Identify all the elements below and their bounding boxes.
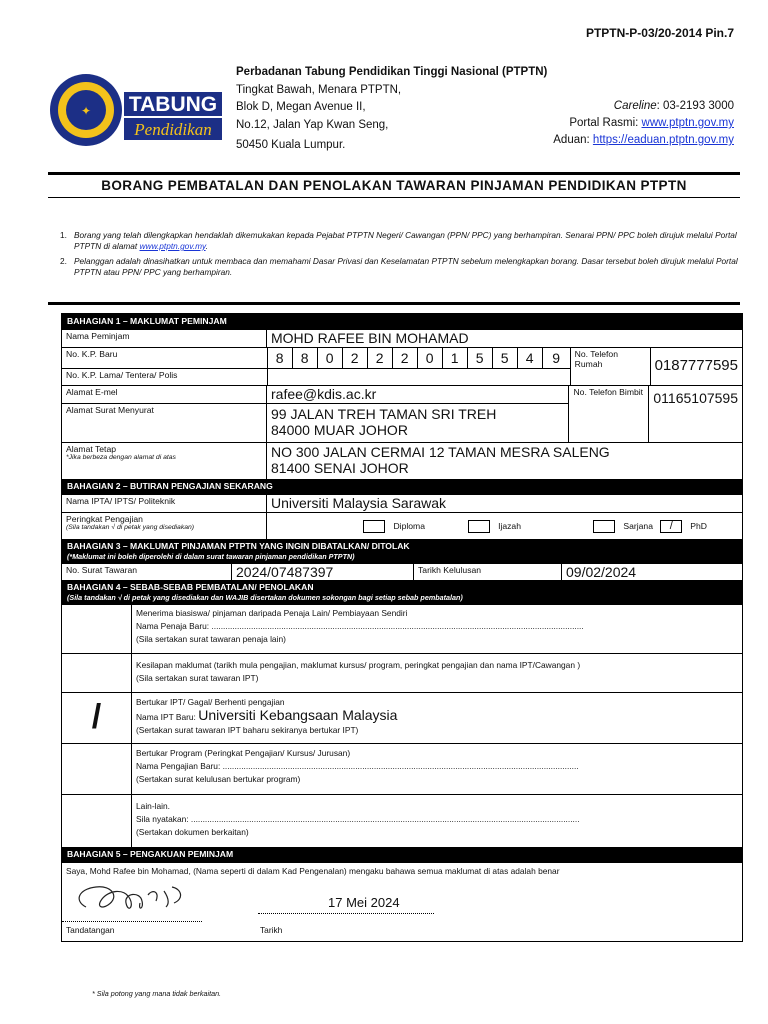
ic-digit: 2 — [343, 348, 368, 368]
form-reference-number: PTPTN-P-03/20-2014 Pin.7 — [585, 26, 734, 40]
ic-digit: 0 — [418, 348, 443, 368]
section-4-header — [62, 580, 742, 604]
loan-cancellation-form — [61, 313, 743, 942]
study-level-note: (Sila tandakan √ di petak yang disediakan) — [66, 524, 195, 531]
offer-letter-value[interactable]: 2024/07487397 — [232, 564, 414, 580]
reason-4-field: Nama Pengajian Baru: ......................................................................................................................................................... — [136, 761, 579, 771]
form-title: BORANG PEMBATALAN DAN PENOLAKAN TAWARAN PINJAMAN PENDIDIKAN PTPTN — [101, 178, 687, 193]
option-label: Diploma — [393, 520, 425, 531]
ic-old-label: No. K.P. Lama/ Tentera/ Polis — [62, 368, 267, 384]
logo-text-tabung: TABUNG — [128, 93, 218, 116]
study-level-label — [62, 513, 267, 539]
mailing-address-line: 84000 MUAR JOHOR — [271, 422, 408, 438]
section-5-header: BAHAGIAN 5 – PENGAKUAN PEMINJAM — [62, 847, 742, 862]
reason-3-note: (Sertakan surat tawaran IPT baharu sekiranya bertukar IPT) — [136, 725, 359, 735]
reason-2-checkbox[interactable] — [62, 654, 132, 692]
checkbox-diploma[interactable] — [363, 520, 385, 533]
section-2-header: BAHAGIAN 2 – BUTIRAN PENGAJIAN SEKARANG — [62, 479, 742, 494]
organisation-name: Perbadanan Tabung Pendidikan Tinggi Nasional (PTPTN) — [236, 66, 548, 78]
divider — [48, 302, 740, 305]
date-label: Tarikh — [260, 925, 283, 935]
reason-3-field-value[interactable]: Universiti Kebangsaan Malaysia — [198, 709, 398, 723]
institution-value[interactable]: Universiti Malaysia Sarawak — [271, 495, 447, 511]
ic-digit: 1 — [443, 348, 468, 368]
borrower-name-label: Nama Peminjam — [62, 330, 267, 347]
checkbox-sarjana[interactable] — [593, 520, 615, 533]
declaration-block — [62, 862, 742, 941]
divider — [48, 172, 740, 175]
permanent-address-label — [62, 443, 267, 479]
home-phone-label: No. Telefon Rumah — [571, 348, 651, 385]
note-2-text: Pelanggan adalah dinasihatkan untuk membaca dan memahami Dasar Privasi dan Keselamatan PTPTN sebelum melengkapkan borang. Dasar tersebut boleh dirujuk melalui Portal PTPTN atau PPN/ PPC yang berhampiran. — [74, 256, 738, 277]
reason-4-note: (Sertakan surat kelulusan bertukar program) — [136, 774, 301, 784]
borrower-name-value[interactable]: MOHD RAFEE BIN MOHAMAD — [271, 330, 469, 346]
permanent-address-line: NO 300 JALAN CERMAI 12 TAMAN MESRA SALENG — [271, 444, 610, 460]
logo-text-pendidikan: Pendidikan — [134, 120, 212, 139]
mailing-address-line: 99 JALAN TREH TAMAN SRI TREH — [271, 406, 497, 422]
ic-new-label: No. K.P. Baru — [66, 349, 118, 359]
permanent-address-title: Alamat Tetap — [66, 444, 117, 454]
address-line: 50450 Kuala Lumpur. — [236, 139, 346, 151]
reason-row — [62, 604, 742, 653]
ptptn-logo — [48, 70, 224, 150]
section-4-subtitle: (Sila tandakan √ di petak yang disediakan dan WAJIB disertakan dokumen sokongan bagi setiap sebab pembatalan) — [67, 593, 463, 602]
note-1-link[interactable]: www.ptptn.gov.my — [139, 241, 206, 251]
careline-label: Careline — [613, 100, 657, 112]
reason-5-checkbox[interactable] — [62, 795, 132, 847]
ic-digit: 4 — [518, 348, 543, 368]
note-1-end: . — [205, 241, 208, 251]
email-value[interactable]: rafee@kdis.ac.kr — [267, 386, 569, 403]
section-3-title: BAHAGIAN 3 – MAKLUMAT PINJAMAN PTPTN YANG INGIN DIBATALKAN/ DITOLAK — [67, 541, 410, 551]
permanent-address-value[interactable] — [267, 443, 742, 479]
ic-digit: 5 — [468, 348, 493, 368]
contact-block — [553, 98, 734, 149]
reason-5-title: Lain-lain. — [136, 801, 170, 811]
address-line: Blok D, Megan Avenue II, — [236, 101, 366, 113]
reason-3-title: Bertukar IPT/ Gagal/ Berhenti pengajian — [136, 697, 285, 707]
option-phd[interactable] — [653, 520, 707, 533]
ic-new-digits[interactable] — [268, 348, 571, 368]
reason-4-title: Bertukar Program (Peringkat Pengajian/ Kursus/ Jurusan) — [136, 748, 351, 758]
option-diploma[interactable] — [267, 520, 425, 533]
note-number: 2. — [60, 256, 67, 266]
instructions — [60, 230, 740, 282]
reason-row — [62, 692, 742, 743]
footnote: * Sila potong yang mana tidak berkaitan. — [92, 989, 222, 998]
reason-5-field: Sila nyatakan: ....................................................................................................................................................................... — [136, 814, 580, 824]
section-1-header: BAHAGIAN 1 – MAKLUMAT PEMINJAM — [62, 314, 742, 329]
aduan-label: Aduan: — [553, 134, 593, 146]
approval-date-label: Tarikh Kelulusan — [414, 564, 562, 580]
portal-link[interactable]: www.ptptn.gov.my — [641, 117, 734, 129]
declaration-date-value[interactable]: 17 Mei 2024 — [328, 895, 400, 910]
reason-5-note: (Sertakan dokumen berkaitan) — [136, 827, 249, 837]
careline-value: : 03-2193 3000 — [656, 100, 734, 112]
section-4-title: BAHAGIAN 4 – SEBAB-SEBAB PEMBATALAN/ PENOLAKAN — [67, 582, 314, 592]
reason-1-checkbox[interactable] — [62, 605, 132, 653]
reason-row — [62, 743, 742, 794]
mobile-phone-value[interactable]: 01165107595 — [653, 390, 738, 406]
divider — [48, 197, 740, 198]
option-label: Ijazah — [498, 520, 521, 531]
reason-4-checkbox[interactable] — [62, 744, 132, 794]
option-label: PhD — [690, 520, 707, 531]
email-label: Alamat E-mel — [62, 386, 267, 403]
address-line: No.12, Jalan Yap Kwan Seng, — [236, 118, 389, 131]
ic-digit: 0 — [318, 348, 343, 368]
mailing-address-value[interactable] — [267, 404, 569, 442]
ic-digit: 8 — [268, 348, 293, 368]
reason-1-note: (Sila sertakan surat tawaran penaja lain) — [136, 634, 286, 644]
declaration-text: Saya, Mohd Rafee bin Mohamad, (Nama seperti di dalam Kad Pengenalan) mengaku bahawa semua maklumat di atas adalah benar — [66, 866, 560, 876]
aduan-link[interactable]: https://eaduan.ptptn.gov.my — [592, 134, 734, 146]
reason-2-title: Kesilapan maklumat (tarikh mula pengajian, maklumat kursus/ program, peringkat pengajian dan nama IPT/Cawangan ) — [136, 660, 581, 670]
ic-old-value[interactable] — [268, 368, 571, 385]
portal-label: Portal Rasmi: — [569, 117, 642, 129]
reason-3-checkbox[interactable]: / — [62, 693, 132, 743]
reason-2-note: (Sila sertakan surat tawaran IPT) — [136, 673, 259, 683]
institution-label: Nama IPTA/ IPTS/ Politeknik — [62, 495, 267, 512]
signature — [68, 877, 208, 919]
signature-label: Tandatangan — [66, 925, 115, 935]
option-ijazah[interactable] — [425, 520, 521, 533]
mobile-phone-label: No. Telefon Bimbit — [569, 386, 649, 442]
svg-text:✦: ✦ — [80, 104, 92, 118]
reason-1-title: Menerima biasiswa/ pinjaman daripada Penaja Lain/ Pembiayaan Sendiri — [136, 608, 408, 618]
ic-digit: 2 — [393, 348, 418, 368]
home-phone-value[interactable]: 0187777595 — [654, 357, 738, 374]
option-sarjana[interactable] — [521, 520, 653, 533]
checkbox-ijazah[interactable] — [468, 520, 490, 533]
option-label: Sarjana — [623, 520, 653, 531]
reason-1-field: Nama Penaja Baru: ................................................................................................................................................................ — [136, 621, 584, 631]
address-line: Tingkat Bawah, Menara PTPTN, — [236, 83, 402, 96]
section-3-subtitle: (*Maklumat ini boleh diperolehi di dalam surat tawaran pinjaman pendidikan PTPTN) — [67, 552, 355, 561]
permanent-address-line: 81400 SENAI JOHOR — [271, 460, 409, 476]
note-number: 1. — [60, 230, 67, 240]
reason-row — [62, 653, 742, 692]
study-level-title: Peringkat Pengajian — [66, 514, 143, 524]
offer-letter-label: No. Surat Tawaran — [62, 564, 232, 580]
ic-digit: 2 — [368, 348, 393, 368]
ic-digit: 5 — [493, 348, 518, 368]
mailing-address-label: Alamat Surat Menyurat — [62, 404, 267, 442]
permanent-address-note: *Jika berbeza dengan alamat di atas — [66, 454, 176, 461]
organisation-block — [236, 64, 547, 155]
checkbox-phd[interactable]: / — [660, 520, 682, 533]
reason-3-field-label: Nama IPT Baru: — [136, 712, 199, 722]
reason-row — [62, 794, 742, 847]
ic-digit: 8 — [293, 348, 318, 368]
approval-date-value[interactable]: 09/02/2024 — [566, 564, 637, 580]
note-1-text: Borang yang telah dilengkapkan hendaklah dikemukakan kepada Pejabat PTPTN Negeri/ Cawangan (PPN/ PPC) yang berhampiran. Senarai PPN/ PPC boleh dirujuk melalui Portal PTPTN di alamat — [74, 230, 737, 251]
ic-digit: 9 — [543, 348, 571, 368]
section-3-header — [62, 539, 742, 563]
